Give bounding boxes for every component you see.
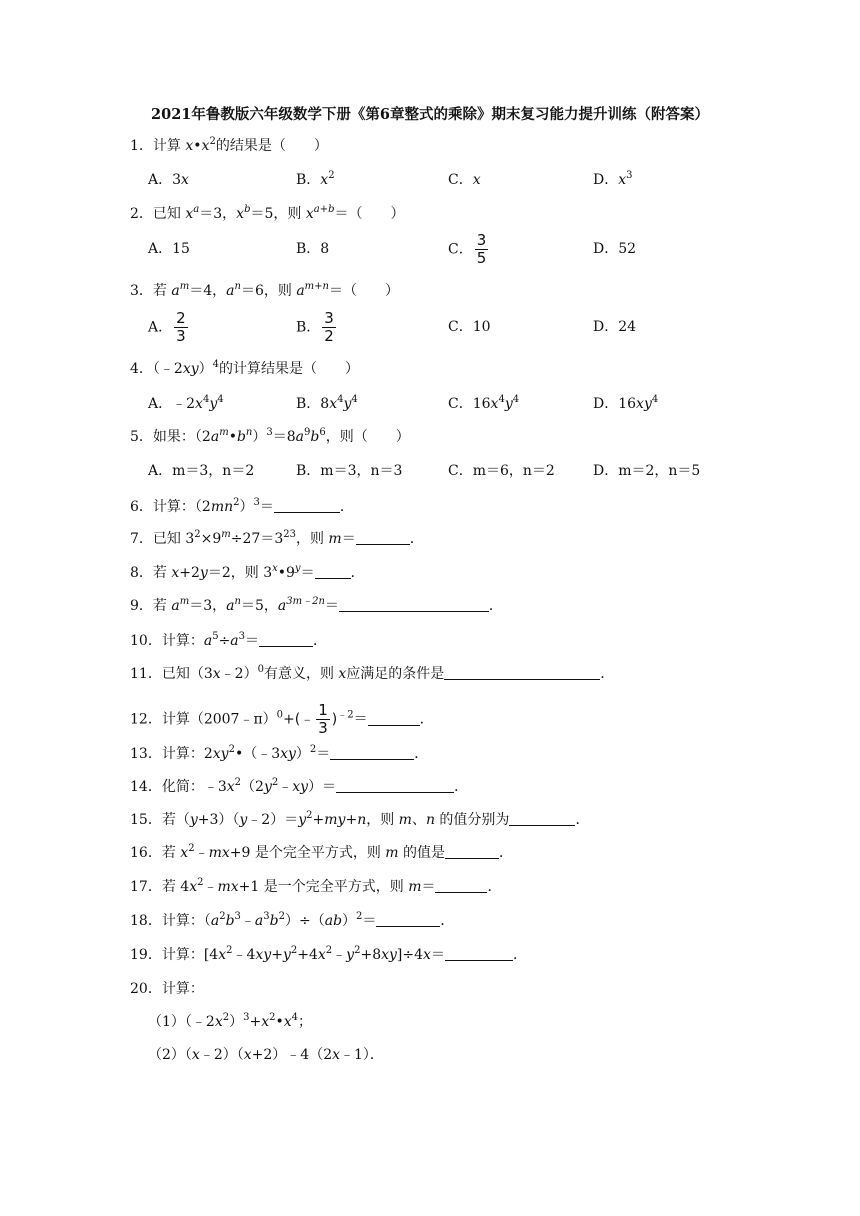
answer-blank[interactable] xyxy=(368,711,420,726)
question-20-part-2: （2）（x﹣2）（x+2）﹣4（2x﹣1）． xyxy=(148,1047,384,1063)
option-5a[interactable]: A．m＝3，n＝2 xyxy=(148,463,255,479)
fraction: $\frac{3}{2}$ xyxy=(324,309,334,345)
question-10: 10．计算：$a^5\div a^3=$ ． xyxy=(130,631,328,649)
question-4: 4．（﹣2xy）$^4$的计算结果是（ ） xyxy=(130,359,360,377)
option-3b[interactable]: B． $\frac{3}{2}$ xyxy=(296,309,334,345)
option-4c[interactable]: C．$16x^4y^4$ xyxy=(448,394,520,412)
fraction: $\frac{3}{5}$ xyxy=(476,231,487,267)
question-9: 9．若 $a^m=3$，$a^n=5$，$a^{3m﹣2n}=$ ． xyxy=(130,596,503,614)
fraction: $\frac{2}{3}$ xyxy=(176,309,186,345)
answer-blank[interactable] xyxy=(259,632,313,647)
answer-blank[interactable] xyxy=(356,530,410,545)
question-20: 20．计算： xyxy=(130,981,204,997)
question-15: 15．若$(y+3)(y﹣2)=y^2+my+n$，则 m、n 的值分别为 ． xyxy=(130,810,590,828)
question-19: 19．计算：$[4x^2﹣4xy+y^2+4x^2﹣y^2+8xy]\div 4x=$ ． xyxy=(130,945,527,963)
fraction: $\frac{1}{3}$ xyxy=(318,701,328,737)
option-1a[interactable]: A．3x xyxy=(148,172,189,188)
answer-blank[interactable] xyxy=(274,498,340,513)
question-14: 14．化简：$﹣3x^2(2y^2﹣xy)=$ ． xyxy=(130,777,469,795)
option-1d[interactable]: D．$x^3$ xyxy=(593,170,633,188)
question-17: 17．若 $4x^2﹣mx+1$ 是一个完全平方式，则 m＝ ． xyxy=(130,877,502,895)
question-3: 3．若 $a^m=4$，$a^n=6$，则 $a^{m+n}=$（ ） xyxy=(130,281,399,299)
answer-blank[interactable] xyxy=(435,878,487,893)
option-1b[interactable]: B．$x^2$ xyxy=(296,170,335,188)
option-5d[interactable]: D．m＝2，n＝5 xyxy=(593,463,701,479)
option-4a[interactable]: A．$﹣2x^4y^4$ xyxy=(148,394,224,412)
option-1c[interactable]: C．x xyxy=(448,172,481,188)
question-12: 12．计算（2007﹣π）$^0$+(﹣ $\frac{1}{3}$ )$^{﹣2}$＝ ． xyxy=(130,701,434,737)
option-2b[interactable]: B．8 xyxy=(296,241,330,257)
option-3c[interactable]: C．10 xyxy=(448,319,491,335)
answer-blank[interactable] xyxy=(509,811,575,826)
option-3d[interactable]: D．24 xyxy=(593,319,637,335)
answer-blank[interactable] xyxy=(445,946,513,961)
answer-blank[interactable] xyxy=(315,564,351,579)
option-4d[interactable]: D．$16xy^4$ xyxy=(593,394,659,412)
question-6: 6．计算：$(2mn^2)^3=$ ． xyxy=(130,497,354,515)
question-11: 11．已知（3x﹣2）$^0$有意义，则 x应满足的条件是 ． xyxy=(130,664,615,682)
option-4b[interactable]: B．$8x^4y^4$ xyxy=(296,394,358,412)
question-1: 1．计算 $x•x^2$的结果是（ ） xyxy=(130,136,328,154)
question-20-part-1: $(1)(﹣2x^2)^3+x^2•x^4$； xyxy=(148,1012,313,1030)
question-13: 13．计算：$2xy^2•(﹣3xy)^2=$ ． xyxy=(130,744,429,762)
option-2a[interactable]: A．15 xyxy=(148,241,190,257)
answer-blank[interactable] xyxy=(339,597,489,612)
option-5b[interactable]: B．m＝3，n＝3 xyxy=(296,463,403,479)
document-title: 2021年鲁教版六年级数学下册《第6章整式的乘除》期末复习能力提升训练（附答案） xyxy=(151,106,709,123)
answer-blank[interactable] xyxy=(336,778,454,793)
question-7: 7．已知 $3^2\times 9^m\div 27=3^{23}$，则 m＝ ． xyxy=(130,529,424,547)
option-2c[interactable]: C． $\frac{3}{5}$ xyxy=(448,231,487,267)
option-2d[interactable]: D．52 xyxy=(593,241,637,257)
question-2: 2．已知 $x^a=3$，$x^b=5$，则 $x^{a+b}=$（ ） xyxy=(130,204,405,222)
option-5c[interactable]: C．m＝6，n＝2 xyxy=(448,463,555,479)
question-16: 16．若 $x^2﹣mx+9$ 是个完全平方式，则 m 的值是 ． xyxy=(130,843,514,861)
question-5: 5．如果：$(2a^m•b^n)^3=8a^9b^6$，则（ ） xyxy=(130,427,410,445)
answer-blank[interactable] xyxy=(330,745,414,760)
question-18: 18．计算：$(a^2b^3﹣a^3b^2)\div(ab)^2=$ ． xyxy=(130,911,455,929)
answer-blank[interactable] xyxy=(444,665,600,680)
option-3a[interactable]: A． $\frac{2}{3}$ xyxy=(148,309,186,345)
answer-blank[interactable] xyxy=(445,844,499,859)
question-8: 8．若 x+2y＝2，则 $3^x•9^y=$ ． xyxy=(130,563,365,581)
answer-blank[interactable] xyxy=(376,912,440,927)
